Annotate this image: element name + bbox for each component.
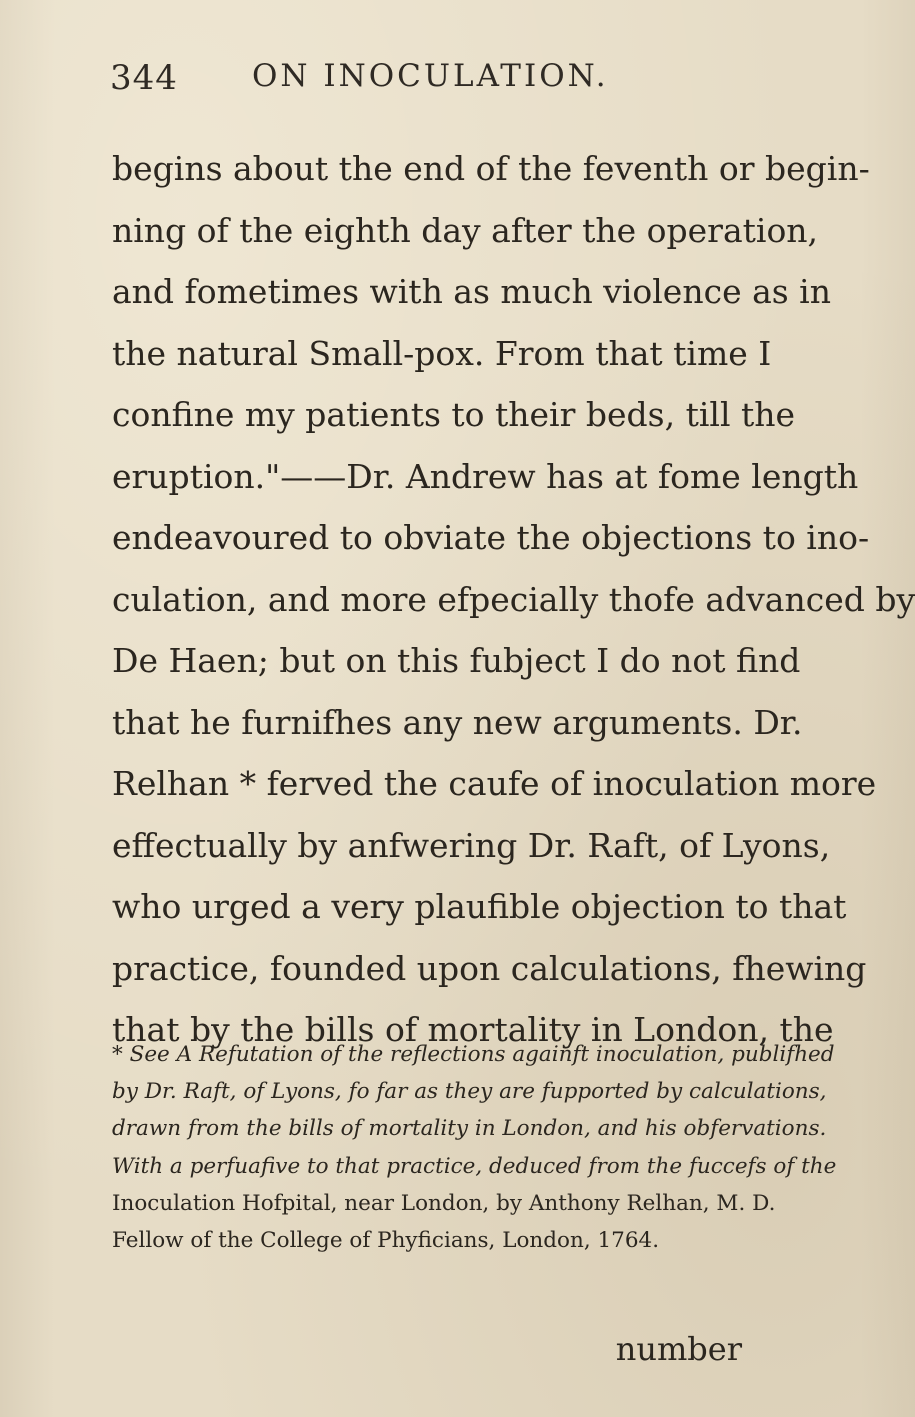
footnote-line: Inoculation Hofpital, near London, by Anthony Relhan, M. D. <box>112 1190 776 1216</box>
text-line: ning of the eighth day after the operation, <box>112 210 819 250</box>
text-line: eruption."——Dr. Andrew has at fome length <box>112 456 859 496</box>
text-line: Relhan * ferved the caufe of inoculation more <box>112 764 877 803</box>
text-line: who urged a very plaufible objection to that <box>112 887 847 926</box>
text-line: effectually by anfwering Dr. Raft, of Lyons, <box>112 825 831 865</box>
footnote-line: With a perfuafive to that practice, deduced from the fuccefs of the <box>112 1153 837 1179</box>
text-line: the natural Small-pox. From that time I <box>112 333 772 373</box>
text-line: begins about the end of the feventh or begin- <box>112 149 870 188</box>
text-line: culation, and more efpecially thofe advanced by <box>112 579 915 619</box>
page-number: 344 <box>110 58 178 98</box>
text-line: confine my patients to their beds, till the <box>112 395 796 434</box>
footnote-line: drawn from the bills of mortality in London, and his obfervations. <box>112 1116 827 1142</box>
body-text <box>112 138 915 1061</box>
catchword: number <box>615 1330 742 1368</box>
footnote-line: * See A Refutation of the reflections againft inoculation, publifhed <box>112 1042 835 1067</box>
text-line: that he furnifhes any new arguments. Dr. <box>112 702 803 742</box>
footnote-line: by Dr. Raft, of Lyons, fo far as they are fupported by calculations, <box>112 1079 827 1105</box>
text-line: endeavoured to obviate the objections to ino- <box>112 518 870 557</box>
text-line: and fometimes with as much violence as in <box>112 272 831 311</box>
running-head <box>110 58 750 108</box>
text-line: that by the bills of mortality in London, the <box>112 1010 834 1049</box>
footnote-line: Fellow of the College of Phyficians, London, 1764. <box>112 1227 660 1253</box>
running-title: ON INOCULATION. <box>252 58 609 94</box>
footnote <box>112 1036 837 1259</box>
text-line: De Haen; but on this fubject I do not find <box>112 641 801 680</box>
text-line: practice, founded upon calculations, fhewing <box>112 948 867 988</box>
